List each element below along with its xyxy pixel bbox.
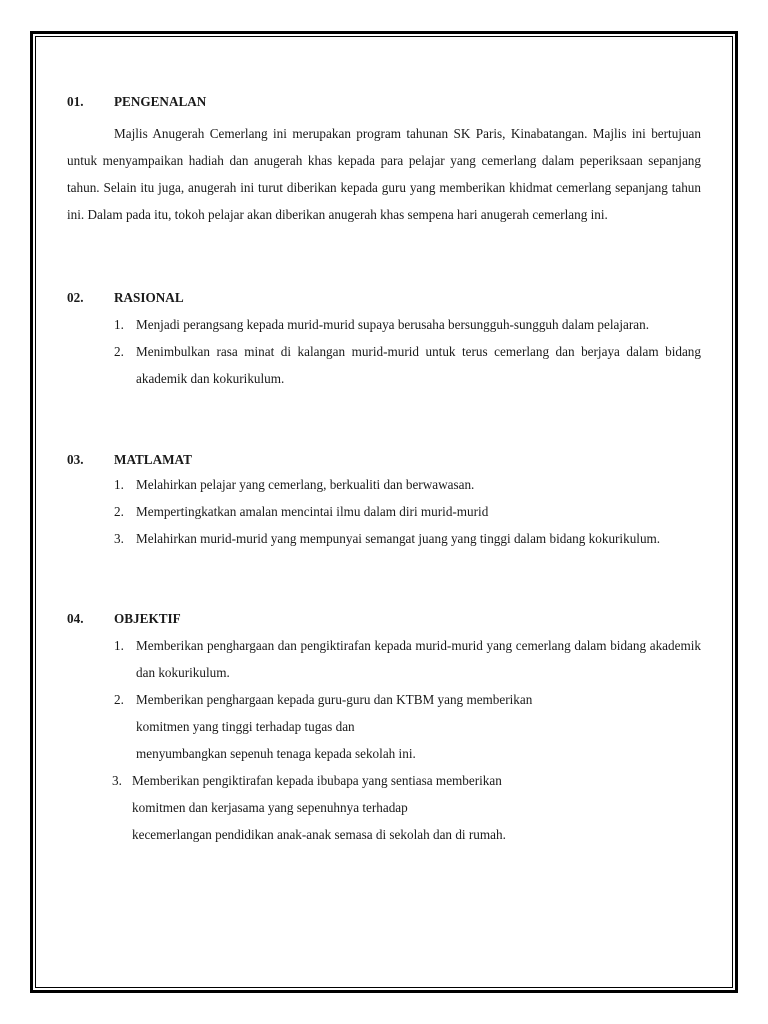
- section-number: 01.: [67, 94, 84, 109]
- rasional-list: [114, 311, 701, 392]
- list-item-text: Menimbulkan rasa minat di kalangan murid-murid untuk terus cemerlang dan berjaya dalam bidang akademik dan kokurikulum.: [136, 344, 701, 386]
- objektif-item-3: [112, 767, 701, 848]
- list-item-line: komitmen yang tinggi terhadap tugas dan: [136, 719, 355, 734]
- section-title: MATLAMAT: [114, 452, 192, 467]
- section-rasional: [67, 287, 701, 392]
- list-item-line: menyumbangkan sepenuh tenaga kepada sekolah ini.: [136, 746, 416, 761]
- list-item-text: Mempertingkatkan amalan mencintai ilmu dalam diri murid-murid: [136, 504, 489, 519]
- section-title: PENGENALAN: [114, 94, 207, 109]
- list-item: [114, 338, 701, 392]
- objektif-item-2: [114, 686, 701, 767]
- section-pengenalan: [67, 91, 701, 228]
- section-number: 02.: [67, 290, 84, 305]
- list-item: [114, 311, 701, 338]
- list-item-text: Memberikan penghargaan kepada guru-guru dan KTBM yang memberikan: [136, 692, 533, 707]
- list-item: [114, 498, 701, 525]
- list-marker: 2.: [114, 344, 124, 359]
- objektif-list: [114, 632, 701, 686]
- list-item-line: kecemerlangan pendidikan anak-anak semasa di sekolah dan di rumah.: [132, 827, 506, 842]
- section-title: RASIONAL: [114, 290, 184, 305]
- list-item: [114, 471, 701, 498]
- section-matlamat: [67, 449, 701, 552]
- list-item-line: [112, 767, 701, 794]
- section-heading: [67, 608, 701, 630]
- section-paragraph: Majlis Anugerah Cemerlang ini merupakan program tahunan SK Paris, Kinabatangan. Majlis ini bertujuan untuk menyampaikan hadiah dan anugerah khas kepada para pelajar yang cemerlang dalam peperiksaan sepanjang tahun. Selain itu juga, anugerah ini turut diberikan kepada guru yang memberikan khidmat cemerlang sepanjang tahun ini. Dalam pada itu, tokoh pelajar akan diberikan anugerah khas sempena hari anugerah cemerlang ini.: [67, 126, 701, 222]
- list-marker: 3.: [114, 531, 124, 546]
- section-heading: [67, 287, 701, 309]
- list-marker: 1.: [114, 477, 124, 492]
- list-marker: 3.: [112, 773, 122, 788]
- list-item-text: Melahirkan pelajar yang cemerlang, berkualiti dan berwawasan.: [136, 477, 475, 492]
- section-number: 03.: [67, 452, 84, 467]
- list-item-line: komitmen dan kerjasama yang sepenuhnya terhadap: [132, 800, 408, 815]
- section-objektif: [67, 608, 701, 848]
- list-item-line: [114, 686, 701, 713]
- list-item-text: Melahirkan murid-murid yang mempunyai semangat juang yang tinggi dalam bidang kokurikulum.: [136, 531, 661, 546]
- list-marker: 2.: [114, 692, 124, 707]
- section-title: OBJEKTIF: [114, 611, 181, 626]
- list-item-text: Memberikan pengiktirafan kepada ibubapa yang sentiasa memberikan: [132, 773, 502, 788]
- section-heading: [67, 91, 701, 113]
- list-marker: 1.: [114, 638, 124, 653]
- section-heading: [67, 449, 701, 471]
- list-item: [114, 632, 701, 686]
- list-item: [114, 525, 701, 552]
- list-marker: 1.: [114, 317, 124, 332]
- section-number: 04.: [67, 611, 84, 626]
- list-item-text: Menjadi perangsang kepada murid-murid supaya berusaha bersungguh-sungguh dalam pelajaran.: [136, 317, 650, 332]
- list-marker: 2.: [114, 504, 124, 519]
- matlamat-list: [114, 471, 701, 552]
- list-item-text: Memberikan penghargaan dan pengiktirafan kepada murid-murid yang cemerlang dalam bidang akademik dan kokurikulum.: [136, 638, 701, 680]
